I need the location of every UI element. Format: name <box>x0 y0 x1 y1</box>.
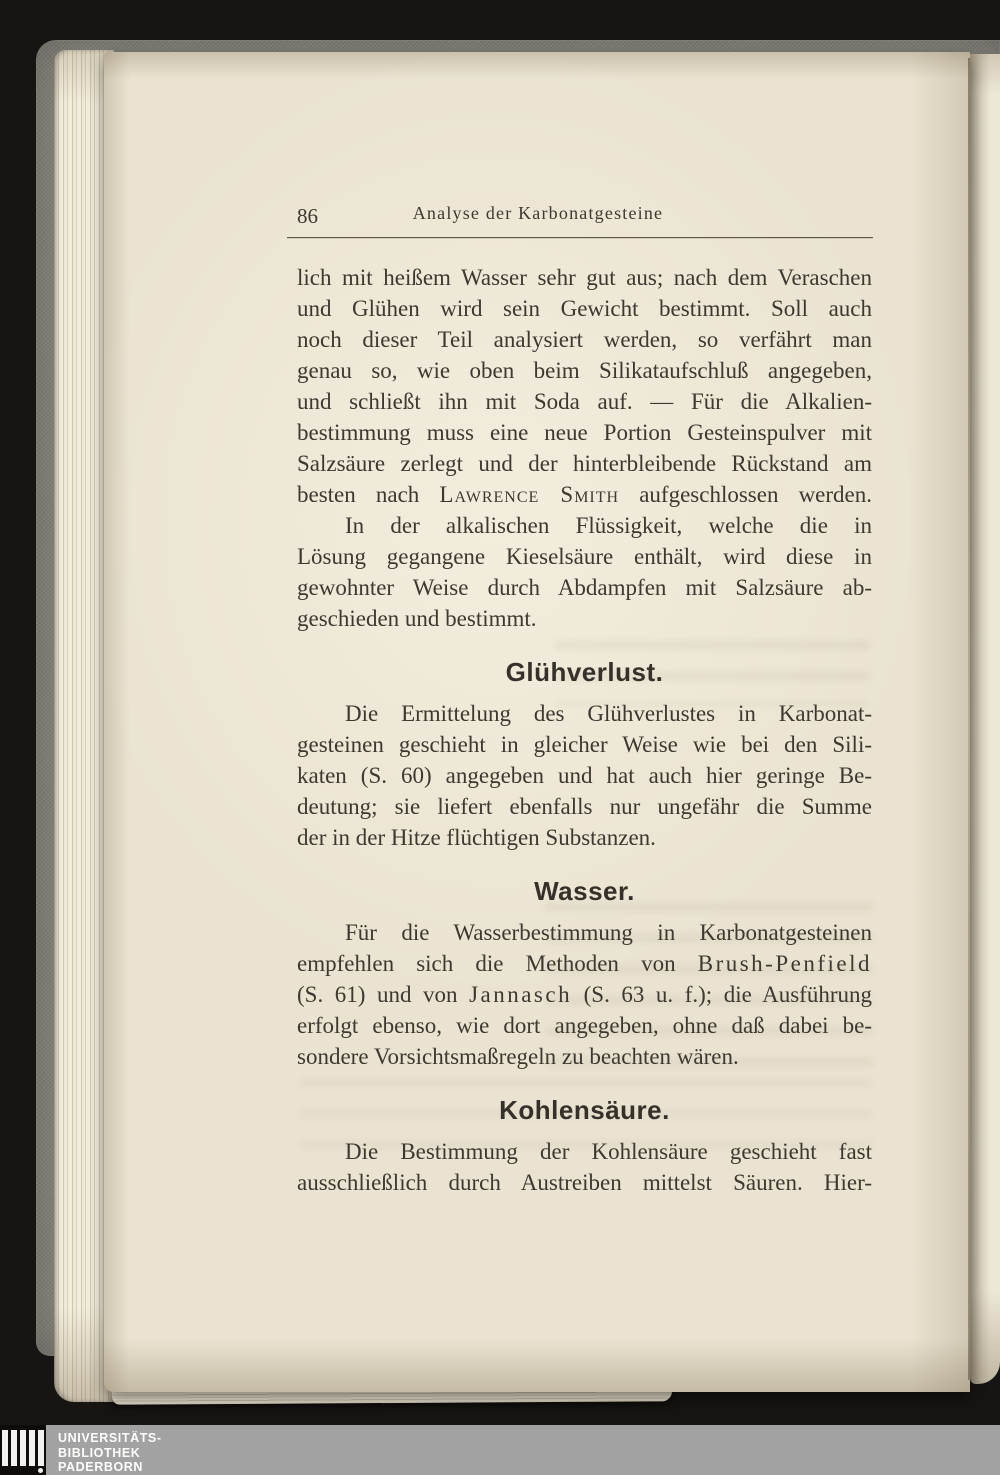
library-name-line: UNIVERSITÄTS- <box>58 1431 162 1445</box>
text-line: deutung; sie liefert ebenfalls nur ungefähr die Summe <box>297 794 872 819</box>
text-line: erfolgt ebenso, wie dort angegeben, ohne daß dabei be- <box>297 1013 872 1038</box>
text-line: empfehlen sich die Methoden von Brush-Penfield <box>297 951 872 976</box>
section-heading: Wasser. <box>534 876 635 906</box>
text-line: Die Bestimmung der Kohlensäure geschieht fast <box>345 1139 872 1164</box>
library-bars-icon <box>2 1430 44 1466</box>
text-line: und Glühen wird sein Gewicht bestimmt. Soll auch <box>297 296 872 321</box>
logo-bar <box>38 1430 44 1466</box>
running-title: Analyse der Karbonatgesteine <box>412 203 664 223</box>
page-number: 86 <box>297 204 318 228</box>
person-name-spaced: Jannasch <box>469 982 573 1007</box>
library-name-line: PADERBORN <box>58 1460 144 1474</box>
text-line: noch dieser Teil analysiert werden, so verfährt man <box>297 327 872 352</box>
page-header <box>287 203 873 228</box>
section-heading: Kohlensäure. <box>499 1095 670 1125</box>
text-line: Lösung gegangene Kieselsäure enthält, wird diese in <box>297 544 872 569</box>
text-line: (S. 61) und von Jannasch (S. 63 u. f.); die Ausführung <box>297 982 872 1007</box>
logo-bar <box>29 1430 35 1466</box>
text-line: Für die Wasserbestimmung in Karbonatgesteinen <box>345 920 872 945</box>
text-line: sondere Vorsichtsmaßregeln zu beachten wären. <box>297 1044 739 1069</box>
facing-page-sliver <box>970 54 1000 1384</box>
text-line: und schließt ihn mit Soda auf. — Für die Alkalien- <box>297 389 872 414</box>
person-name-smallcaps: Lawrence Smith <box>439 482 620 507</box>
page-body-text <box>297 262 872 1198</box>
library-name <box>58 1431 162 1475</box>
text-line: ausschließlich durch Austreiben mittelst Säuren. Hier- <box>297 1170 872 1195</box>
text-line: gesteinen geschieht in gleicher Weise wie bei den Sili- <box>297 732 872 757</box>
text-line: Die Ermittelung des Glühverlustes in Karbonat- <box>345 701 872 726</box>
library-logo <box>0 1425 46 1475</box>
library-banner <box>0 1425 1000 1475</box>
text-line: gewohnter Weise durch Abdampfen mit Salzsäure ab- <box>297 575 872 600</box>
header-rule <box>287 237 873 238</box>
text-line: der in der Hitze flüchtigen Substanzen. <box>297 825 656 850</box>
text-line: geschieden und bestimmt. <box>297 606 537 631</box>
logo-dot <box>38 1468 43 1473</box>
text-line: bestimmung muss eine neue Portion Gesteinspulver mit <box>297 420 872 445</box>
person-name-spaced: Brush-Penfield <box>697 951 872 976</box>
library-name-line: BIBLIOTHEK <box>58 1445 141 1460</box>
logo-bar <box>20 1430 26 1466</box>
text-line: lich mit heißem Wasser sehr gut aus; nach dem Veraschen <box>297 265 872 290</box>
text-line: genau so, wie oben beim Silikataufschluß angegeben, <box>297 358 872 383</box>
logo-bar <box>2 1430 8 1466</box>
text-line: In der alkalischen Flüssigkeit, welche die in <box>345 513 872 538</box>
logo-bar <box>11 1430 17 1466</box>
text-line: Salzsäure zerlegt und der hinterbleibende Rückstand am <box>297 451 872 476</box>
text-line: katen (S. 60) angegeben und hat auch hier geringe Be- <box>297 763 872 788</box>
section-heading: Glühverlust. <box>505 657 664 687</box>
text-line: besten nach Lawrence Smith aufgeschlossen werden. <box>297 482 873 507</box>
gutter-crease <box>968 58 970 1380</box>
